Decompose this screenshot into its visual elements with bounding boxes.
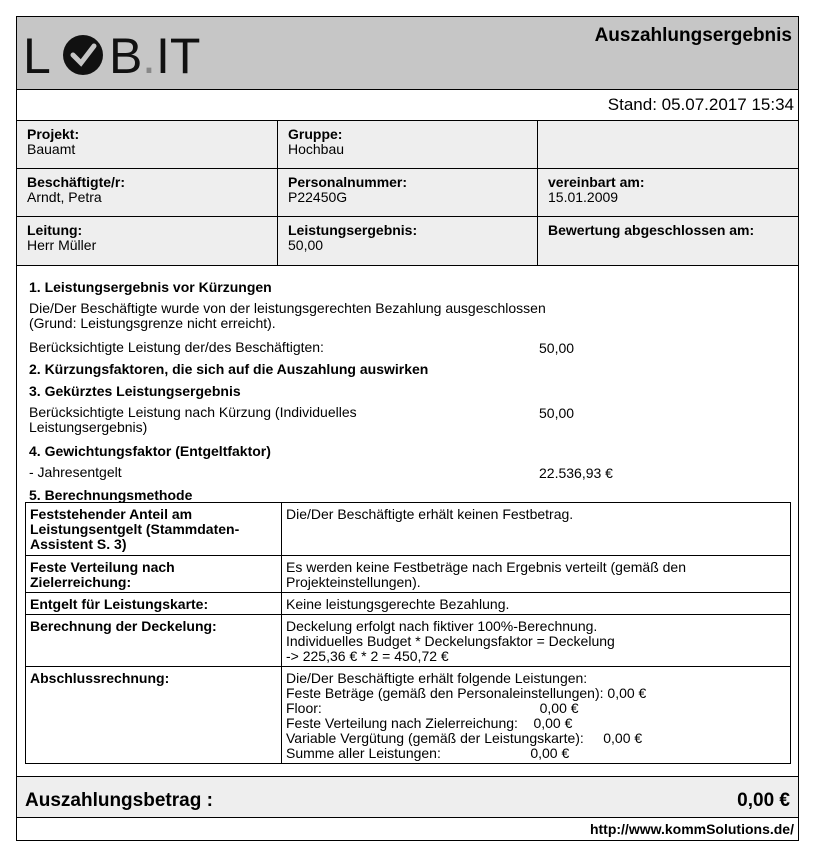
leitung-value: Herr Müller <box>27 237 97 253</box>
svg-text:B: B <box>109 28 143 83</box>
gruppe-cell <box>278 121 538 169</box>
beschaeftigte-label: Beschäftigte/r: <box>27 174 126 190</box>
vereinbart-cell <box>538 169 798 217</box>
leistungsergebnis-cell <box>278 217 538 265</box>
calc-label: Feststehender Anteil am Leistungsentgelt (Stammdaten- Assistent S. 3) <box>26 503 282 556</box>
svg-text:IT: IT <box>156 28 201 83</box>
section-1-title: 1. Leistungsergebnis vor Kürzungen <box>29 279 272 295</box>
beschaeftigte-value: Arndt, Petra <box>27 189 102 205</box>
calc-value: Es werden keine Festbeträge nach Ergebnis verteilt (gemäß den Projekteinstellungen). <box>282 556 791 593</box>
leitung-label: Leitung: <box>27 222 83 238</box>
section-1-row-value: 50,00 <box>539 340 575 356</box>
empty-cell <box>538 121 798 169</box>
section-3-title: 3. Gekürztes Leistungsergebnis <box>29 383 241 399</box>
calc-label: Berechnung der Deckelung: <box>26 615 282 667</box>
section-4-title: 4. Gewichtungsfaktor (Entgeltfaktor) <box>29 443 271 459</box>
calculation-table <box>25 502 791 764</box>
table-row <box>26 556 791 593</box>
footer-row <box>16 818 799 841</box>
footer-url[interactable]: http://www.kommSolutions.de/ <box>589 821 794 837</box>
table-row <box>26 593 791 615</box>
table-row <box>26 615 791 667</box>
report-title: Auszahlungsergebnis <box>594 25 792 46</box>
projekt-cell <box>17 121 278 169</box>
leistungsergebnis-label: Leistungsergebnis: <box>288 222 418 238</box>
stand-timestamp: Stand: 05.07.2017 15:34 <box>607 95 794 114</box>
gruppe-value: Hochbau <box>288 141 345 157</box>
section-3-row-label: Berücksichtigte Leistung nach Kürzung (Individuelles Leistungsergebnis) <box>29 404 357 435</box>
personalnummer-label: Personalnummer: <box>288 174 408 190</box>
svg-text:L: L <box>23 28 51 83</box>
calc-label: Feste Verteilung nach Zielerreichung: <box>26 556 282 593</box>
lobit-logo-icon <box>23 27 213 83</box>
projekt-value: Bauamt <box>27 141 76 157</box>
calc-value: Die/Der Beschäftigte erhält folgende Leistungen: Feste Beträge (gemäß den Personaleinstellungen): 0,00 € Floor: 0,00 € Feste Verteilung nach Zielerreichung: 0,00 € Variable Vergütung (gemäß der Leistungskarte): 0,00 € Summe aller Leistungen: 0,00 € <box>282 667 791 764</box>
calc-value: Keine leistungsgerechte Bezahlung. <box>282 593 791 615</box>
svg-text:.: . <box>142 28 156 83</box>
personalnummer-cell <box>278 169 538 217</box>
table-row <box>26 667 791 764</box>
bewertung-cell <box>538 217 798 265</box>
total-label: Auszahlungsbetrag : <box>25 790 213 811</box>
projekt-label: Projekt: <box>27 126 80 142</box>
section-2-title: 2. Kürzungsfaktoren, die sich auf die Auszahlung auswirken <box>29 361 429 377</box>
table-row <box>26 503 791 556</box>
calc-label: Abschlussrechnung: <box>26 667 282 764</box>
stand-row <box>16 89 799 121</box>
calc-value: Deckelung erfolgt nach fiktiver 100%-Berechnung. Individuelles Budget * Deckelungsfaktor = Deckelung -> 225,36 € * 2 = 450,72 € <box>282 615 791 667</box>
personalnummer-value: P22450G <box>288 189 348 205</box>
section-1-row-label: Berücksichtigte Leistung der/des Beschäftigten: <box>29 339 324 355</box>
gruppe-label: Gruppe: <box>288 126 343 142</box>
company-logo <box>23 27 213 83</box>
leistungsergebnis-value: 50,00 <box>288 237 324 253</box>
bewertung-label: Bewertung abgeschlossen am: <box>548 222 755 238</box>
document-page <box>16 16 799 840</box>
section-1-text: Die/Der Beschäftigte wurde von der leistungsgerechten Bezahlung ausgeschlossen (Grund: Leistungsgrenze nicht erreicht). <box>29 300 546 331</box>
calc-value: Die/Der Beschäftigte erhält keinen Festbetrag. <box>282 503 791 556</box>
beschaeftigte-cell <box>17 169 278 217</box>
report-header <box>16 16 799 90</box>
vereinbart-value: 15.01.2009 <box>548 189 619 205</box>
section-4-row-value: 22.536,93 € <box>539 465 613 481</box>
calc-label: Entgelt für Leistungskarte: <box>26 593 282 615</box>
total-value: 0,00 € <box>737 790 790 811</box>
section-3-row-value: 50,00 <box>539 405 575 421</box>
total-row <box>16 777 799 818</box>
vereinbart-label: vereinbart am: <box>548 174 645 190</box>
section-4-row-label: - Jahresentgelt <box>29 464 122 480</box>
leitung-cell <box>17 217 278 265</box>
calculation-section <box>16 266 799 777</box>
info-grid <box>16 121 799 266</box>
section-5-title: 5. Berechnungsmethode <box>29 487 193 503</box>
